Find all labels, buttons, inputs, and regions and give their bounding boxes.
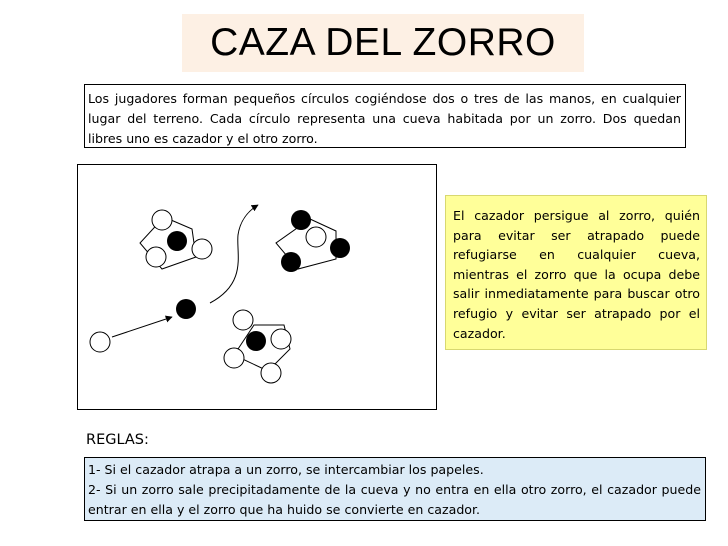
cave-bottom <box>224 310 291 383</box>
player-circle <box>146 247 166 267</box>
player-circle <box>306 227 326 247</box>
rule-item: 1- Si el cazador atrapa a un zorro, se intercambiar los papeles. <box>88 462 484 477</box>
cave-right <box>276 210 350 272</box>
fox-circle <box>167 231 187 251</box>
escape-arrow <box>210 205 258 303</box>
fox-circle <box>291 210 311 230</box>
diagram-figure <box>78 165 438 411</box>
hunter-circle <box>90 332 110 352</box>
player-circle <box>271 329 291 349</box>
game-diagram <box>77 164 437 410</box>
rules-label: REGLAS: <box>86 432 149 448</box>
fox-circle <box>281 252 301 272</box>
page-title: CAZA DEL ZORRO <box>182 14 584 72</box>
hunter-note: El cazador persigue al zorro, quién para evitar ser atrapado puede refugiarse en cualquier cueva, mientras el zorro que la ocupa debe salir inmediatamente para buscar otro refugio y evitar ser atrapado por el cazador. <box>445 195 707 350</box>
player-circle <box>224 348 244 368</box>
intro-text: Los jugadores forman pequeños círculos cogiéndose dos o tres de las manos, en cualquier lugar del terreno. Cada círculo representa una cueva habitada por un zorro. Dos quedan libres uno es cazador y el otro zorro. <box>84 84 686 148</box>
player-circle <box>233 310 253 330</box>
rule-item: 2- Si un zorro sale precipitadamente de la cueva y no entra en ella otro zorro, el cazador puede entrar en ella y el zorro que ha huido se convierte en cazador. <box>88 482 701 517</box>
rules-box <box>84 457 706 521</box>
fox-circle <box>246 331 266 351</box>
chase-arrow <box>112 317 172 337</box>
cave-left <box>140 210 212 269</box>
fox-circle <box>330 238 350 258</box>
player-circle <box>192 239 212 259</box>
free-fox <box>176 299 196 319</box>
player-circle <box>152 210 172 230</box>
player-circle <box>261 363 281 383</box>
